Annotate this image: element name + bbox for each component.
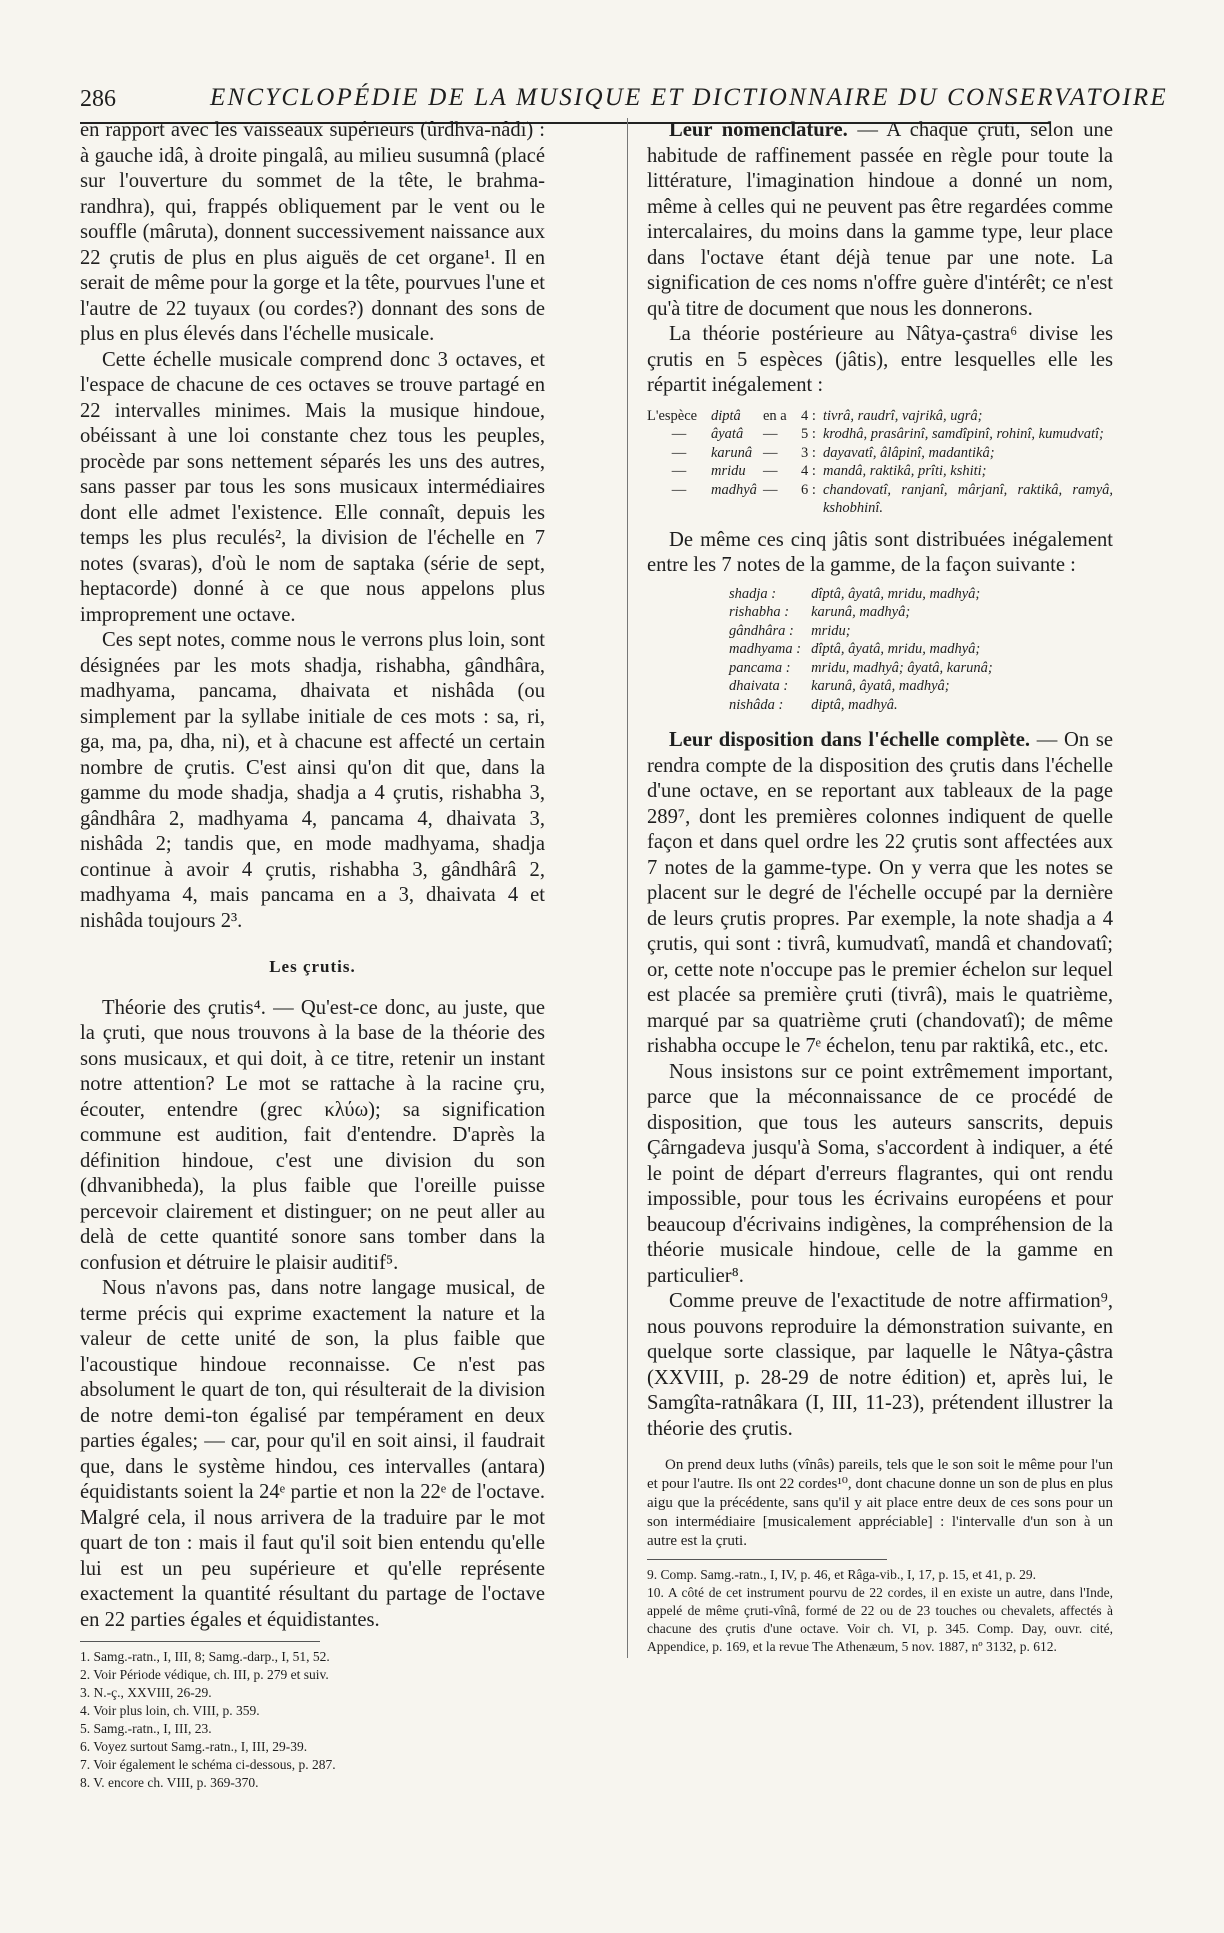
paragraph: en rapport avec les vaisseaux supérieurs (ûrdhva-nâdi) : à gauche idâ, à droite pingalâ, au milieu susumnâ (placé sur l'ouverture du sommet de la tête, le brahma-randhra), qui, frappés obliquement par le vent ou le souffle (mâruta), donnent successivement naissance aux 22 çrutis de plus en plus aiguës de cet organe¹. Il en serait de même pour la gorge et la tête, pourvues l'une et l'autre de 22 tuyaux (ou cordes?) donnant des sons de plus en plus élevés dans l'échelle musicale. <box>80 119 545 345</box>
table-cell: dîptâ, âyatâ, mridu, madhyâ; <box>811 641 981 657</box>
table-cell: 4 : <box>801 463 816 479</box>
table-cell: — <box>763 444 778 461</box>
section-heading: Les çrutis. <box>269 957 356 976</box>
footnote: 7. Voir également le schéma ci-dessous, p. 287. <box>80 1757 336 1772</box>
table-cell: — <box>671 444 687 461</box>
paragraph: Nous n'avons pas, dans notre langage musical, de terme précis qui exprime exactement la nature et la valeur de cette unité de son, la plus faible que l'acoustique hindoue reconnaisse. Ce n'est pas absolument le quart de ton, qui résulterait de la division de notre demi-ton égalisé par tempérament en deux parties égales; — car, pour qu'il en soit ainsi, il faudrait que, dans le système hindou, ces intervalles (antara) équidistants soient la 24ᵉ partie et non la 22ᵉ de l'octave. Malgré cela, il nous arrivera de la traduire par le mot quart de ton : mais il faut qu'il soit bien entendu qu'elle lui est un peu supérieure et qu'elle représente exactement la quantité résultant du partage de l'octave en 22 parties égales et équidistantes. <box>80 1277 545 1631</box>
footnote: 2. Voir Période védique, ch. III, p. 279 et suiv. <box>80 1667 329 1682</box>
table-row <box>729 622 1003 641</box>
footnote: 3. N.-ç., XXVIII, 26-29. <box>80 1685 212 1700</box>
footnote: 8. V. encore ch. VIII, p. 369-370. <box>80 1775 259 1790</box>
footnote: 5. Samg.-ratn., I, III, 23. <box>80 1721 212 1736</box>
paragraph: La théorie postérieure au Nâtya-çastra⁶ divise les çrutis en 5 espèces (jâtis), entre lesquelles elle les répartit inégalement : <box>647 323 1113 396</box>
table-cell: — <box>671 481 687 498</box>
table-cell: diptâ, madhyâ. <box>811 696 898 713</box>
table-cell: — <box>763 463 778 479</box>
paragraph-body: — Qu'est-ce donc, au juste, que la çruti, que nous trouvons à la base de la théorie des sons musicaux, et qui doit, à ce titre, retenir un instant notre attention? Le mot se rattache à la racine çru, écouter, entendre (grec κλύω); sa signification commune est audition, fait d'entendre. D'après la définition hindoue, c'est une division du son (dhvanibheda), la plus faible que l'oreille puisse percevoir clairement et distinguer; on ne peut aller au delà de cette quantité sonore sans tomber dans la confusion et détruire le plaisir auditif⁵. <box>80 996 545 1274</box>
table-cell: 3 : <box>801 444 816 461</box>
paragraph-body: — On se rendra compte de la disposition des çrutis dans l'échelle d'une octave, en se reportant aux tableaux de la page 289⁷, dont les premières colonnes indiquent de quelle façon et dans quel ordre les 22 çrutis sont affectées aux 7 notes de la gamme-type. On y verra que les notes se placent sur le degré de l'échelle occupé par la dernière de leurs çrutis propres. Par exemple, la note shadja a 4 çrutis, qui sont : tivrâ, kumudvatî, mandâ et chandovatî; or, cette note n'occupe pas le premier échelon sur lequel est placée sa première çruti (tivrâ), mais le quatrième, marqué par sa quatrième çruti (chandovatî); de même rishabha occupe le 7ᵉ échelon, tenu par raktikâ, etc., etc. <box>647 729 1113 1057</box>
table-cell: mridu <box>711 463 746 479</box>
table-cell: 6 : <box>801 481 816 498</box>
footnote: 9. Comp. Samg.-ratn., I, IV, p. 46, et Râga-vib., I, 17, p. 15, et 41, p. 29. <box>647 1567 1036 1582</box>
footnotes-left <box>80 1648 545 1792</box>
footnote: 1. Samg.-ratn., I, III, 8; Samg.-darp., I, 51, 52. <box>80 1649 330 1664</box>
paragraph: De même ces cinq jâtis sont distribuées inégalement entre les 7 notes de la gamme, de la façon suivante : <box>647 528 1113 576</box>
paragraph <box>647 728 1113 1060</box>
table-cell: diptâ <box>711 407 741 424</box>
table-cell: rishabha : <box>729 604 790 620</box>
table-cell: mridu; <box>811 622 851 639</box>
table-cell: dhaivata : <box>729 678 789 694</box>
paragraph <box>647 118 1113 322</box>
footnote: 10. A côté de cet instrument pourvu de 22 cordes, il en existe un autre, dans l'Inde, appelé de même çruti-vînâ, formé de 22 ou de 23 touches ou chevalets, affectés à chacune des çrutis d'une octave. Voir ch. VI, p. 345. Comp. Day, ouvr. cité, Appendice, p. 169, et la revue The Athenæum, 5 nov. 1887, nº 3132, p. 612. <box>647 1585 1113 1654</box>
table-cell: karunâ <box>711 444 753 461</box>
column-divider <box>627 118 628 1658</box>
paragraph: Ces sept notes, comme nous le verrons plus loin, sont désignées par les mots shadja, rishabha, gândhâra, madhyama, pancama, dhaivata et nishâda (ou simplement par la syllabe initiale de ces mots : sa, ri, ga, ma, pa, dha, ni), et à chacune est affecté un certain nombre de çrutis. C'est ainsi qu'on dit que, dans la gamme du mode shadja, shadja a 4 çrutis, rishabha 3, gândhâra 2, madhyama 4, pancama 4, dhaivata 3, nishâda 2; tandis que, en mode madhyama, shadja continue à avoir 4 çrutis, rishabha 3, gândhârâ 2, madhyama 4, mais pancama en a 3, dhaivata 4 et nishâda toujours 2³. <box>80 629 545 932</box>
left-column <box>80 118 545 1792</box>
table-row <box>647 407 1113 426</box>
table-cell: L'espèce <box>647 407 698 424</box>
table-row <box>729 603 1003 622</box>
footnote: 6. Voyez surtout Samg.-ratn., I, III, 29-39. <box>80 1739 308 1754</box>
table-cell: karunâ, âyatâ, madhyâ; <box>811 678 950 694</box>
table-cell: âyatâ <box>711 426 744 442</box>
table-cell: krodhâ, prasârinî, samdîpinî, rohinî, kumudvatî; <box>823 426 1104 442</box>
table-cell: mridu, madhyâ; âyatâ, karunâ; <box>811 659 993 676</box>
page-number: 286 <box>80 86 116 112</box>
table-cell: karunâ, madhyâ; <box>811 604 911 620</box>
paragraph: Comme preuve de l'exactitude de notre affirmation⁹, nous pouvons reproduire la démonstration suivante, en quelque sorte classique, par laquelle le Nâtya-çâstra (XXVIII, p. 28-29 de notre édition) et, après lui, le Samgîta-ratnâkara (I, III, 11-23), prétendent illustrer la théorie des çrutis. <box>647 1290 1113 1440</box>
table-cell: — <box>671 426 687 442</box>
table-cell: dîptâ, âyatâ, mridu, madhyâ; <box>811 585 981 602</box>
right-column <box>647 118 1113 1656</box>
especes-table <box>647 407 1113 518</box>
block-quote: On prend deux luths (vînâs) pareils, tels que le son soit le même pour l'un et pour l'autre. Ils ont 22 cordes¹⁰, dont chacune donne un son de plus en plus aigu que la précédente, sans qu'il y ait place entre deux de ces sons pour un son intermédiaire [musicalement appréciable] : l'intervalle d'un son à un autre est la çruti. <box>647 1457 1113 1549</box>
table-cell: en a <box>763 407 787 424</box>
paragraph <box>80 996 545 1277</box>
table-cell: madhyâ <box>711 481 757 498</box>
footnote-rule <box>80 1641 320 1642</box>
paragraph-body: — A chaque çruti, selon une habitude de raffinement passée en règle pour toute la littérature, l'imagination hindoue a donné un nom, même à celles qui ne peuvent pas être regardées comme intercalaires, du moins dans la gamme type, leur place dans l'octave étant déjà tenue par une note. La signification de ces noms n'offre guère d'intérêt; ce n'est qu'à titre de document que nous les donnerons. <box>647 119 1113 320</box>
table-cell: dayavatî, âlâpinî, madantikâ; <box>823 444 995 461</box>
table-cell: 5 : <box>801 426 816 442</box>
table-cell: — <box>763 481 778 498</box>
running-title: ENCYCLOPÉDIE DE LA MUSIQUE ET DICTIONNAIRE DU CONSERVATOIRE <box>210 84 1168 111</box>
footnote: 4. Voir plus loin, ch. VIII, p. 359. <box>80 1703 260 1718</box>
paragraph: Cette échelle musicale comprend donc 3 octaves, et l'espace de chacune de ces octaves se trouve partagé en 22 intervalles minimes. Mais la musique hindoue, obéissant à une loi constante chez tous les peuples, procède par sons nettement séparés les uns des autres, sans passer par tous les sons musicaux intermédiaires dont elle admet l'existence. Elle connaît, depuis les temps les plus reculés², la division de l'échelle en 7 notes (svaras), d'où le nom de saptaka (série de sept, heptacorde) donné à ce que nous appelons plus improprement une octave. <box>80 348 545 626</box>
table-cell: 4 : <box>801 407 816 424</box>
table-row <box>729 696 1003 715</box>
run-in-heading: Leur nomenclature. <box>669 119 848 141</box>
run-in-heading: Théorie des çrutis⁴. <box>102 996 266 1019</box>
jatis-table <box>729 585 1003 715</box>
table-row <box>729 585 1003 604</box>
table-row <box>647 462 1113 481</box>
table-row <box>647 444 1113 463</box>
table-row <box>647 425 1113 444</box>
table-row <box>729 640 1003 659</box>
table-cell: mandâ, raktikâ, prîti, kshiti; <box>823 463 987 479</box>
table-row <box>729 659 1003 678</box>
table-cell: nishâda : <box>729 696 784 713</box>
table-cell: tivrâ, raudrî, vajrikâ, ugrâ; <box>823 407 983 424</box>
table-cell: — <box>671 463 687 479</box>
table-cell: gândhâra : <box>729 622 794 639</box>
table-row <box>729 677 1003 696</box>
table-cell: shadja : <box>729 585 777 602</box>
footnotes-right <box>647 1566 1113 1656</box>
table-cell: madhyama : <box>729 641 802 657</box>
table-cell: — <box>763 426 778 442</box>
table-row <box>647 481 1113 518</box>
table-cell: chandovatî, ranjanî, mârjanî, raktikâ, ramyâ, kshobhinî. <box>823 481 1113 516</box>
paragraph: Nous insistons sur ce point extrêmement important, parce que la méconnaissance de ce procédé de disposition, que tous les auteurs sanscrits, depuis Çârngadeva jusqu'à Soma, s'accordent à indiquer, a été le point de départ d'erreurs flagrantes, qui ont rendu impossible, pour tous les écrivains européens et pour beaucoup d'écrivains indigènes, la compréhension de la théorie musicale hindoue, celle de la gamme en particulier⁸. <box>647 1060 1113 1287</box>
footnote-rule <box>647 1559 887 1560</box>
table-cell: pancama : <box>729 659 791 676</box>
run-in-heading: Leur disposition dans l'échelle complète. <box>669 729 1031 751</box>
